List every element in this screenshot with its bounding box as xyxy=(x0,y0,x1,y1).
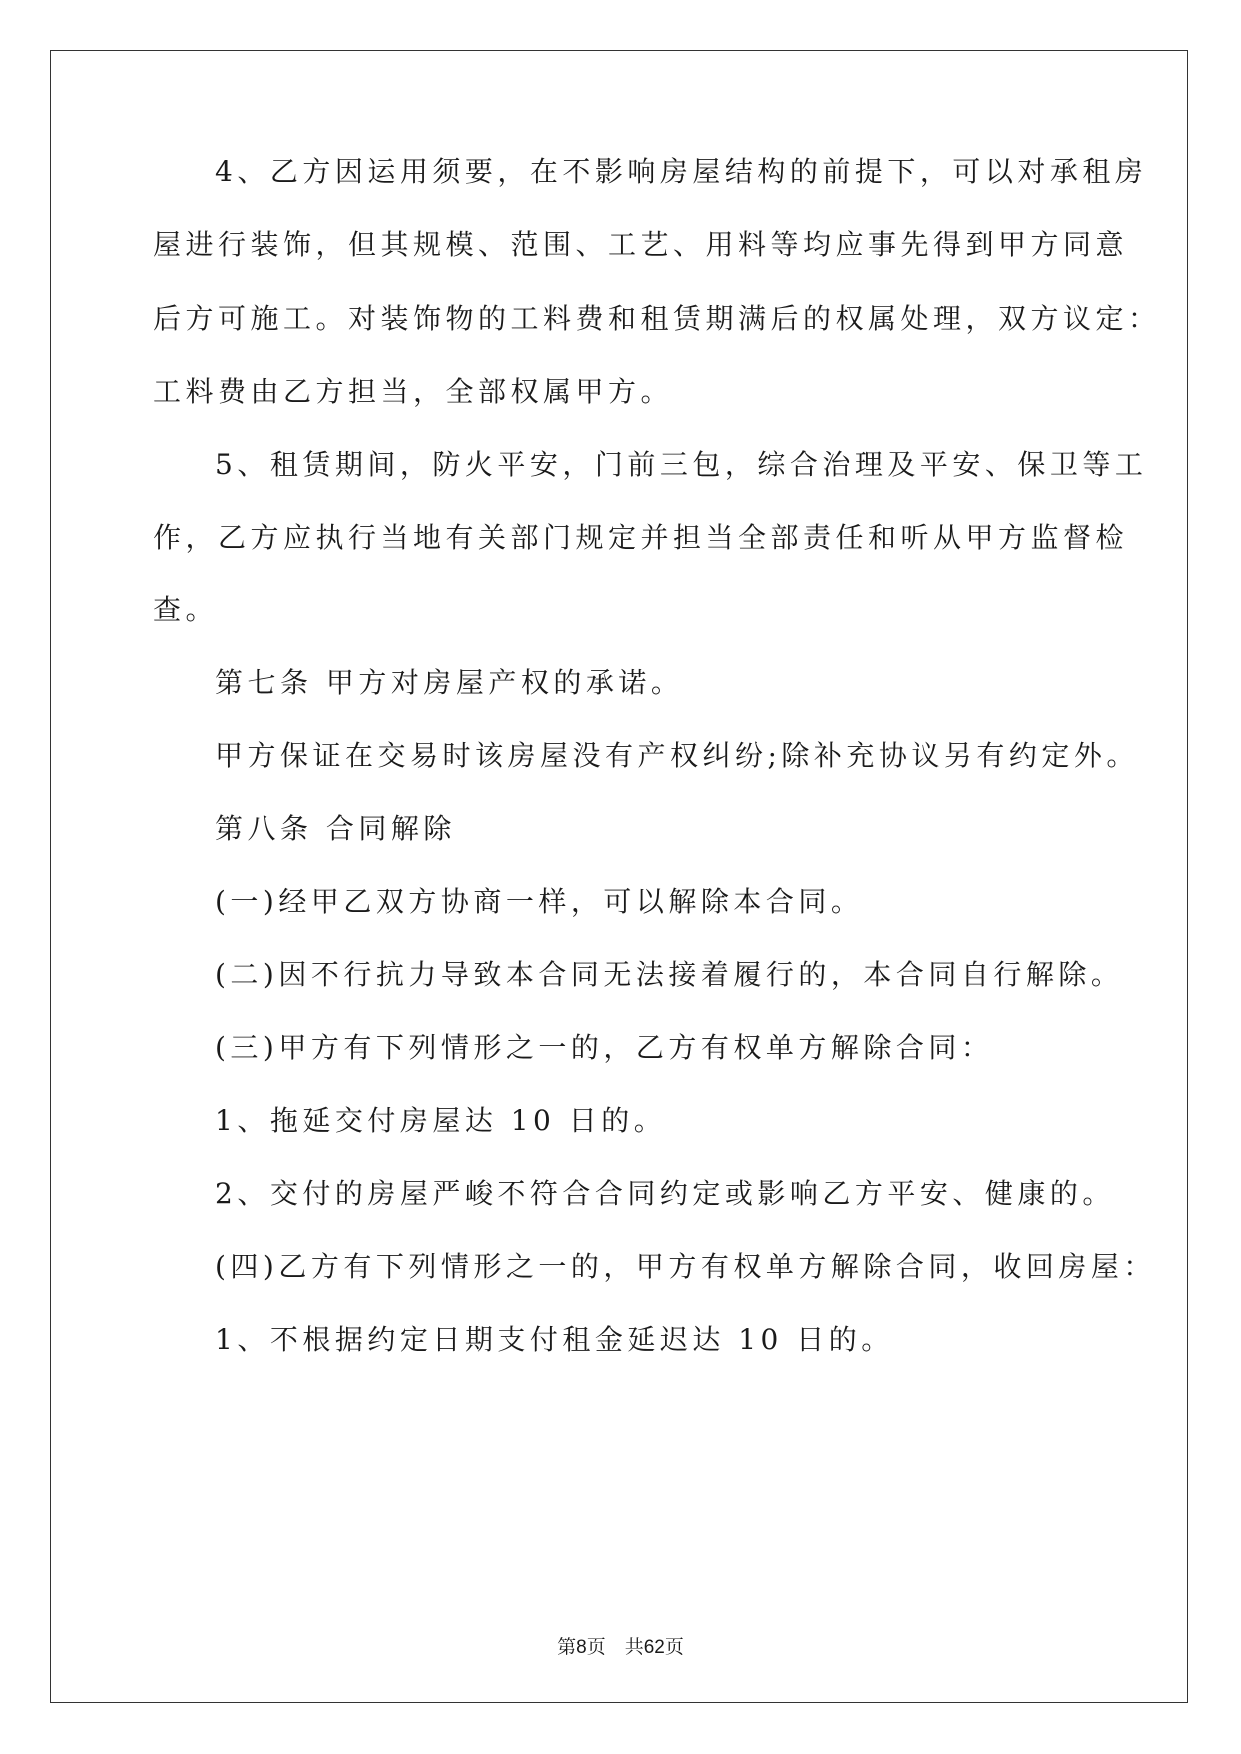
paragraph-line: 工料费由乙方担当，全部权属甲方。 xyxy=(153,375,674,408)
page-prefix: 第 xyxy=(557,1637,577,1658)
paragraph-line: (三)甲方有下列情形之一的，乙方有权单方解除合同： xyxy=(215,1031,994,1064)
paragraph-line: 2、交付的房屋严峻不符合合同约定或影响乙方平安、健康的。 xyxy=(215,1177,1115,1210)
paragraph-line: 1、拖延交付房屋达 10 日的。 xyxy=(215,1104,667,1137)
paragraph-line: (二)因不行抗力导致本合同无法接着履行的，本合同自行解除。 xyxy=(215,958,1124,991)
paragraph-line: 屋进行装饰，但其规模、范围、工艺、用料等均应事先得到甲方同意 xyxy=(153,228,1129,261)
article-heading: 第八条 合同解除 xyxy=(215,812,456,845)
page-footer xyxy=(0,1636,1241,1660)
total-pages: 62 xyxy=(643,1637,665,1658)
paragraph-line: 查。 xyxy=(153,593,219,626)
paragraph-line: 5、租赁期间，防火平安，门前三包，综合治理及平安、保卫等工 xyxy=(215,448,1148,481)
page-suffix: 页 xyxy=(586,1637,606,1658)
paragraph-line: 作，乙方应执行当地有关部门规定并担当全部责任和听从甲方监督检 xyxy=(153,521,1129,554)
paragraph-line: (一)经甲乙双方协商一样，可以解除本合同。 xyxy=(215,885,864,918)
page-border xyxy=(50,50,1188,1703)
total-suffix: 页 xyxy=(664,1637,684,1658)
article-heading: 第七条 甲方对房屋产权的承诺。 xyxy=(215,666,684,699)
total-prefix: 共 xyxy=(624,1637,644,1658)
paragraph-line: 4、乙方因运用须要，在不影响房屋结构的前提下，可以对承租房 xyxy=(215,155,1148,188)
paragraph-line: (四)乙方有下列情形之一的，甲方有权单方解除合同，收回房屋： xyxy=(215,1250,1156,1283)
paragraph-line: 1、不根据约定日期支付租金延迟达 10 日的。 xyxy=(215,1323,894,1356)
paragraph-line: 后方可施工。对装饰物的工料费和租赁期满后的权属处理，双方议定： xyxy=(153,302,1161,335)
page-number: 8 xyxy=(576,1637,587,1658)
paragraph-line: 甲方保证在交易时该房屋没有产权纠纷;除补充协议另有约定外。 xyxy=(215,739,1139,772)
